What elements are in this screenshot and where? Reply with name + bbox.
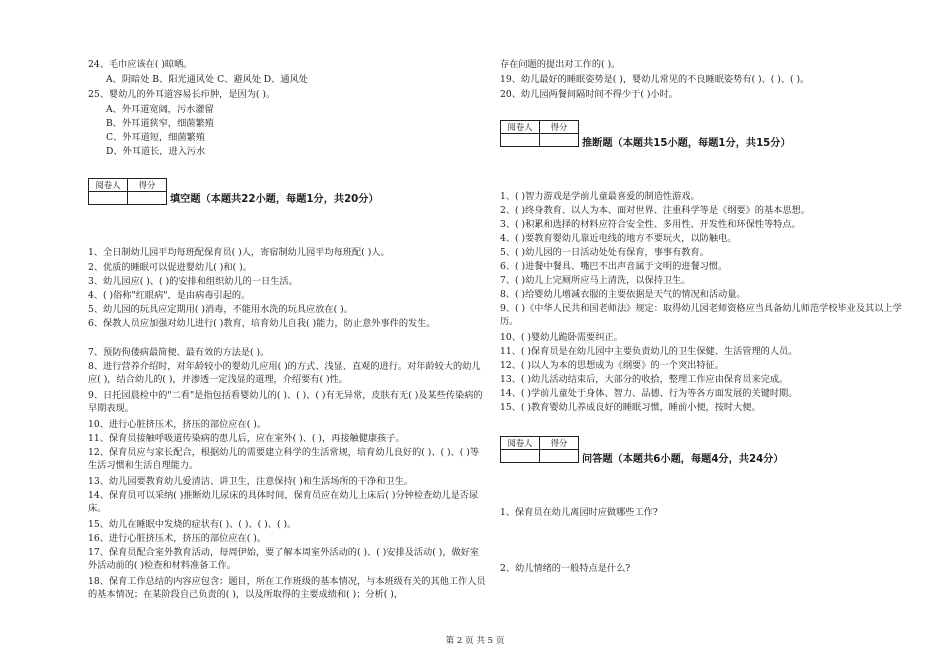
judge-item-15: 15、( )教育婴幼儿养成良好的睡眠习惯，睡前小便，按时大便。 xyxy=(500,402,761,413)
fill-item-18-continued: 存在问题的提出对工作的( )。 xyxy=(500,59,621,70)
section-title-qa: 问答题（本题共6小题，每题4分，共24分） xyxy=(582,454,784,465)
fill-item-5: 5、幼儿园的玩具应定期用( )消毒，不能用水洗的玩具应放在( )。 xyxy=(88,304,353,315)
question-24: 24、毛巾应该在( )晾晒。 xyxy=(88,59,193,70)
fill-item-20: 20、幼儿园两餐间隔时间不得少于( )小时。 xyxy=(500,89,678,100)
fill-item-2: 2、优质的睡眠可以促进婴幼儿( )和( )。 xyxy=(88,262,252,273)
score-box-qa xyxy=(500,436,579,463)
judge-item-6: 6、( )进餐中餐具、嘴巴不出声音属于文明的进餐习惯。 xyxy=(500,261,728,272)
score-reviewer-label: 阅卷人 xyxy=(89,179,128,192)
fill-item-12: 12、保育员应与家长配合，根据幼儿的需要建立科学的生活常规，培育幼儿良好的( )、( )、( )等生活习惯和生活自理能力。 xyxy=(88,447,480,471)
score-points-label: 得分 xyxy=(128,179,167,192)
fill-item-10: 10、进行心脏挤压术，挤压的部位应在( )。 xyxy=(88,419,266,430)
score-reviewer-cell xyxy=(501,134,540,147)
judge-item-4: 4、( )要教育婴幼儿靠近电线的地方不要玩火，以防触电。 xyxy=(500,233,737,244)
score-reviewer-label: 阅卷人 xyxy=(501,121,540,134)
fill-item-3: 3、幼儿园应( )、( )的安排和组织幼儿的一日生活。 xyxy=(88,276,298,287)
judge-item-14: 14、( )学前儿童处于身体、智力、品德、行为等各方面发展的关键时期。 xyxy=(500,388,798,399)
section-title-fill: 填空题（本题共22小题，每题1分，共20分） xyxy=(170,194,379,205)
score-points-cell xyxy=(128,192,167,205)
qa-item-2: 2、幼儿情绪的一般特点是什么? xyxy=(500,563,631,574)
judge-item-13: 13、( )幼儿活动结束后，大部分的收拾，整理工作应由保育员来完成。 xyxy=(500,374,789,385)
fill-item-14: 14、保育员可以采纳( )推断幼儿尿床的具体时间，保育员应在幼儿上床后( )分钟检查幼儿是否尿床。 xyxy=(88,490,479,514)
fill-item-13: 13、幼儿园要教育幼儿爱清洁、讲卫生，注意保持( )和生活场所的干净和卫生。 xyxy=(88,476,413,487)
judge-item-9: 9、( )《中华人民共和国老师法》规定：取得幼儿园老师资格应当具备幼儿师范学校毕业及其以上学历。 xyxy=(500,303,902,327)
fill-item-6: 6、保教人员应加强对幼儿进行( )教育，培育幼儿自我( )能力，防止意外事件的发生。 xyxy=(88,318,436,329)
fill-item-19: 19、幼儿最好的睡眠姿势是( )，婴幼儿常见的不良睡眠姿势有( )、( )、( )。 xyxy=(500,74,810,85)
question-25-option-a: A、外耳道宽阔，污水灌留 xyxy=(106,104,214,115)
judge-item-5: 5、( )幼儿园的一日活动处处有保育，事事有教育。 xyxy=(500,247,709,258)
section-title-judge: 推断题（本题共15小题，每题1分，共15分） xyxy=(582,138,791,149)
score-points-cell xyxy=(540,450,579,463)
fill-item-4: 4、( )俗称"红眼病"，是由病毒引起的。 xyxy=(88,290,251,301)
fill-item-15: 15、幼儿在睡眠中发烧的症状有( )、( )、( )、( )。 xyxy=(88,519,297,530)
fill-item-1: 1、全日制幼儿园平均每班配保育员( )人，寄宿制幼儿园平均每班配( )人。 xyxy=(88,247,390,258)
judge-item-10: 10、( )婴幼儿跪卧需要纠正。 xyxy=(500,332,623,343)
score-reviewer-cell xyxy=(501,450,540,463)
judge-item-11: 11、( )保育员是在幼儿园中主要负责幼儿的卫生保健、生活管理的人员。 xyxy=(500,346,798,357)
score-reviewer-cell xyxy=(89,192,128,205)
judge-item-2: 2、( )终身教育、以人为本、面对世界、注重科学等是《纲要》的基本思想。 xyxy=(500,205,810,216)
score-points-label: 得分 xyxy=(540,121,579,134)
fill-item-16: 16、进行心脏挤压术，挤压的部位应在( )。 xyxy=(88,533,266,544)
question-25: 25、婴幼儿的外耳道容易长疖肿，是因为( )。 xyxy=(88,89,276,100)
fill-item-8: 8、进行营养介绍时，对年龄较小的婴幼儿应用( )的方式、浅显、直观的进行。对年龄较大的幼儿应( )，结合幼儿的( )，并渗透一定浅显的道理，介绍要有( )性。 xyxy=(88,361,481,385)
score-points-cell xyxy=(540,134,579,147)
judge-item-1: 1、( )智力游戏是学前儿童最喜爱的制造性游戏。 xyxy=(500,191,700,202)
question-25-option-b: B、外耳道狭窄，细菌繁殖 xyxy=(106,118,214,129)
page-footer: 第 2 页 共 5 页 xyxy=(445,636,505,646)
fill-item-9: 9、日托园晨检中的"二看"是指包括看婴幼儿的( )、( )、( )有无异常，皮肤有无( )及某些传染病的早期表现。 xyxy=(88,390,483,414)
score-box-fill xyxy=(88,178,167,205)
question-25-option-c: C、外耳道短，细菌繁殖 xyxy=(106,132,205,143)
fill-item-11: 11、保育员接触呼吸道传染病的患儿后，应在室外( )、( )，再接触健康孩子。 xyxy=(88,433,405,444)
judge-item-8: 8、( )给婴幼儿增减衣服的主要依据是天气的情况和活动量。 xyxy=(500,289,746,300)
fill-item-7: 7、预防佝偻病最简便、最有效的方法是( )。 xyxy=(88,347,270,358)
score-reviewer-label: 阅卷人 xyxy=(501,437,540,450)
fill-item-18: 18、保育工作总结的内容应包含：题目，所在工作班级的基本情况，与本班级有关的其他工作人员的基本情况；在某阶段自己负责的( )，以及所取得的主要成绩和( )；分析( )， xyxy=(88,576,486,600)
question-25-option-d: D、外耳道长，进入污水 xyxy=(106,146,206,157)
fill-item-17: 17、保育员配合室外教育活动，每周伊始，要了解本周室外活动的( )、( )安排及活动( )，做好室外活动前的( )检查和材料准备工作。 xyxy=(88,547,480,571)
question-24-options: A、阴暗处 B、阳光通风处 C、避风处 D、通风处 xyxy=(106,74,308,85)
score-points-label: 得分 xyxy=(540,437,579,450)
judge-item-12: 12、( )以人为本的思想成为《纲要》的一个突出特征。 xyxy=(500,360,724,371)
qa-item-1: 1、保育员在幼儿离园时应做哪些工作? xyxy=(500,507,658,518)
score-box-judge xyxy=(500,120,579,147)
judge-item-3: 3、( )积累和选择的材料应符合安全性、多用性、开发性和环保性等特点。 xyxy=(500,219,801,230)
judge-item-7: 7、( )幼儿上完厕所应马上清洗，以保持卫生。 xyxy=(500,275,691,286)
